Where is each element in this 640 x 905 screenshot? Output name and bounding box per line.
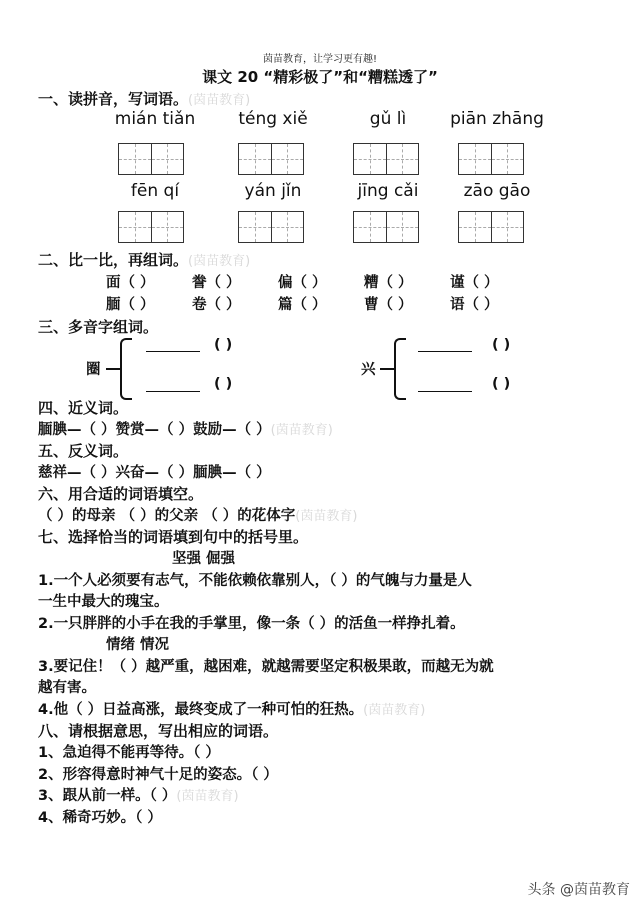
compare-cell[interactable]: 誊（ ） — [192, 275, 241, 291]
char-box-3[interactable] — [353, 143, 419, 175]
polyphone-char-quan: 圈 — [86, 362, 101, 378]
footer-credit: 头条 @茵苗教育 — [527, 882, 630, 898]
question-1-line-a[interactable]: 1.一个人必须要有志气，不能依赖依靠别人，（ ）的气魄与力量是人 — [38, 573, 472, 589]
char-box-8[interactable] — [458, 211, 524, 243]
page-header: 茵苗教育，让学习更有趣! — [262, 54, 377, 65]
answer-blank[interactable] — [146, 351, 200, 352]
question-3-line-a[interactable]: 3.要记住！（ ）越严重，越困难，就越需要坚定积极果敢，而越无为就 — [38, 659, 494, 675]
answer-paren[interactable]: ( ) — [214, 337, 233, 353]
question-4[interactable]: 4.他（ ）日益高涨，最终变成了一种可怕的狂热。(茵苗教育) — [38, 702, 426, 718]
answer-paren[interactable]: ( ) — [492, 376, 511, 392]
section-6-heading: 六、用合适的词语填空。 — [38, 485, 204, 503]
meaning-item-1[interactable]: 1、急迫得不能再等待。（ ） — [38, 745, 220, 761]
pinyin-2: téng xiě — [238, 109, 308, 129]
section-5-heading: 五、反义词。 — [38, 442, 129, 460]
compare-cell[interactable]: 曹（ ） — [364, 297, 413, 313]
char-box-6[interactable] — [238, 211, 304, 243]
synonym-line[interactable]: 腼腆—（ ）赞赏—（ ）鼓励—（ ）(茵苗教育) — [38, 422, 333, 438]
pinyin-3: gǔ lì — [369, 109, 407, 129]
pinyin-1: mián tiǎn — [114, 109, 196, 129]
section-7-heading: 七、选择恰当的词语填到句中的括号里。 — [38, 528, 309, 546]
section-3-heading: 三、多音字组词。 — [38, 318, 159, 336]
meaning-item-2[interactable]: 2、形容得意时神气十足的姿态。（ ） — [38, 767, 278, 783]
section-4-heading: 四、近义词。 — [38, 399, 129, 417]
section-2-heading: 二、比一比，再组词。(茵苗教育) — [38, 251, 251, 269]
question-3-line-b: 越有害。 — [38, 680, 96, 696]
answer-paren[interactable]: ( ) — [214, 376, 233, 392]
char-box-1[interactable] — [118, 143, 184, 175]
watermark: (茵苗教育) — [363, 703, 426, 718]
char-box-7[interactable] — [353, 211, 419, 243]
watermark: (茵苗教育) — [188, 254, 251, 269]
answer-paren[interactable]: ( ) — [492, 337, 511, 353]
question-2[interactable]: 2.一只胖胖的小手在我的手掌里，像一条（ ）的活鱼一样挣扎着。 — [38, 616, 465, 632]
bracket — [394, 338, 406, 400]
watermark: (茵苗教育) — [188, 93, 251, 108]
meaning-item-3[interactable]: 3、跟从前一样。（ ）(茵苗教育) — [38, 788, 239, 804]
compare-cell[interactable]: 糟（ ） — [364, 275, 413, 291]
pinyin-6: yán jǐn — [244, 181, 302, 201]
antonym-line[interactable]: 慈祥—（ ）兴奋—（ ）腼腆—（ ） — [38, 465, 271, 481]
compare-cell[interactable]: 谨（ ） — [450, 275, 499, 291]
section-8-heading: 八、请根据意思，写出相应的词语。 — [38, 722, 279, 740]
watermark: (茵苗教育) — [176, 789, 239, 804]
page-title: 课文 20 “精彩极了”和“糟糕透了” — [202, 68, 438, 86]
compare-cell[interactable]: 卷（ ） — [192, 297, 241, 313]
pinyin-8: zāo gāo — [463, 181, 531, 201]
bracket-stem — [106, 368, 120, 370]
compare-cell[interactable]: 篇（ ） — [278, 297, 327, 313]
answer-blank[interactable] — [418, 351, 472, 352]
word-choices-2: 情绪 情况 — [106, 637, 170, 653]
char-box-5[interactable] — [118, 211, 184, 243]
char-box-2[interactable] — [238, 143, 304, 175]
fill-line[interactable]: （ ）的母亲 （ ）的父亲 （ ）的花体字(茵苗教育) — [38, 508, 358, 524]
compare-cell[interactable]: 偏（ ） — [278, 275, 327, 291]
section-1-heading: 一、读拼音，写词语。(茵苗教育) — [38, 90, 251, 108]
pinyin-7: jīng cǎi — [357, 181, 419, 201]
watermark: (茵苗教育) — [295, 509, 358, 524]
bracket-stem — [380, 368, 394, 370]
pinyin-4: piān zhāng — [450, 109, 544, 129]
bracket — [120, 338, 132, 400]
char-box-4[interactable] — [458, 143, 524, 175]
word-choices-1: 坚强 倔强 — [172, 551, 236, 567]
question-1-line-b: 一生中最大的瑰宝。 — [38, 594, 169, 610]
compare-cell[interactable]: 语（ ） — [450, 297, 499, 313]
answer-blank[interactable] — [418, 391, 472, 392]
pinyin-5: fēn qí — [130, 181, 180, 201]
compare-cell[interactable]: 面（ ） — [106, 275, 155, 291]
meaning-item-4[interactable]: 4、稀奇巧妙。（ ） — [38, 810, 162, 826]
watermark: (茵苗教育) — [270, 423, 333, 438]
compare-cell[interactable]: 腼（ ） — [106, 297, 155, 313]
answer-blank[interactable] — [146, 391, 200, 392]
polyphone-char-xing: 兴 — [361, 362, 376, 378]
